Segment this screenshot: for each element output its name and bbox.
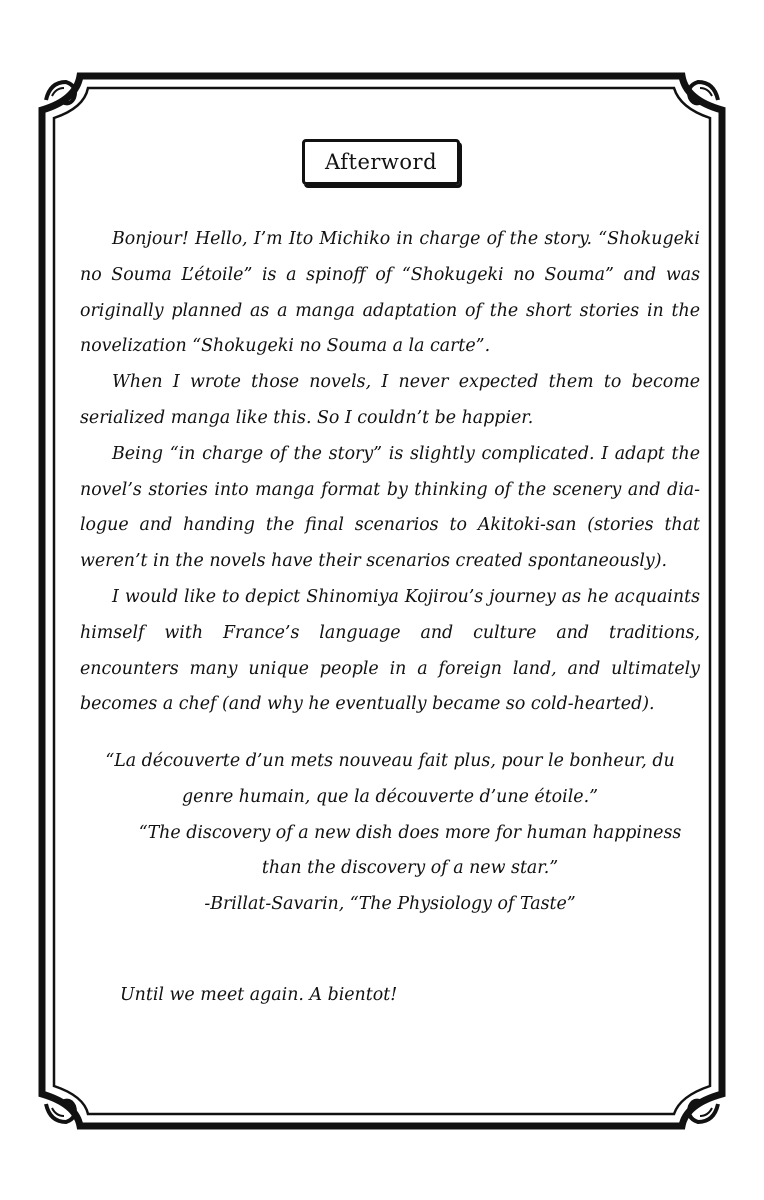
quote-english: “The discovery of a new dish does more for human happiness than the discovery of a new star.” (138, 822, 682, 879)
paragraph: I would like to depict Shinomiya Kojirou’s journey as he acquaints himself with France’s language and culture and traditions, encounters many unique people in a foreign land, and ultimately becomes a chef (and why he eventually became so cold-hearted). (80, 586, 700, 715)
closing-line: Until we meet again. A bientot! (120, 985, 398, 1005)
quote-attribution: -Brillat-Savarin, “The Physiology of Taste” (204, 894, 576, 915)
quote-block (80, 744, 700, 923)
page-title: Afterword (302, 139, 460, 185)
afterword-body (80, 222, 700, 723)
paragraph: Bonjour! Hello, I’m Ito Michiko in charge of the story. “Shokugeki no Souma L’étoile” is a spinoff of “Shokugeki no Souma” and was originally planned as a manga adaptation of the short stories in the novelization “Shokugeki no Souma a la carte”. (80, 229, 700, 357)
quote-french: “La découverte d’un mets nouveau fait plus, pour le bonheur, du genre humain, que la découverte d’une étoile.” (105, 751, 675, 807)
paragraph: When I wrote those novels, I never expected them to become serialized manga like this. So I couldn’t be happier. (80, 372, 700, 428)
paragraph: Being “in charge of the story” is slightly complicated. I adapt the novel’s stories into manga format by thinking of the scenery and dia-logue and handing the final scenarios to Akitoki-san (stories that weren’t in the novels have their scenarios created spontaneously). (80, 443, 700, 572)
